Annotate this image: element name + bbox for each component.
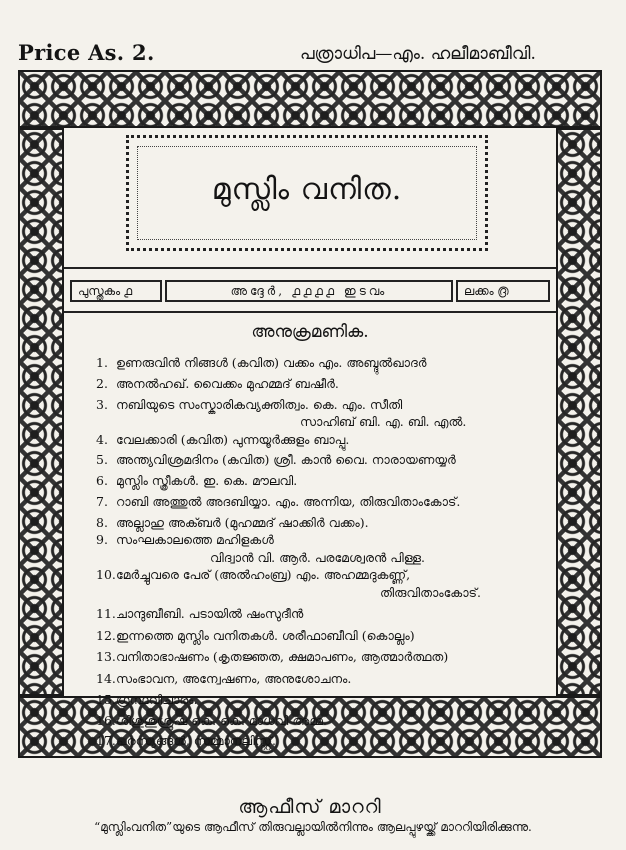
contents-item-number: 3. (96, 397, 108, 412)
issue-date: അദ്ദേർ, ൧൧൧൧ ഇടവം (165, 280, 453, 302)
contents-item-number: 8. (96, 515, 108, 530)
contents-item-number: 2. (96, 376, 108, 391)
contents-item-text: റാബി അത്തുൽ അദബിയ്യാ. എം. അന്നിയ, തിരുവിതാംകോട്. (116, 494, 461, 509)
contents-item-text: സംഭാവന, അന്വേഷണം, അനുശോചനം. (116, 671, 352, 686)
info-bar-rule-top (64, 267, 556, 269)
contents-item-number: 13. (96, 649, 116, 664)
contents-item (96, 649, 448, 665)
contents-item-continuation: തിരുവിതാംകോട്. (380, 585, 481, 600)
contents-item (96, 473, 297, 489)
issue-number: ലക്കം ൫ (456, 280, 550, 302)
price-label: Price As. 2. (18, 40, 155, 65)
contents-item-number: 12. (96, 628, 116, 643)
contents-item-text: ഉണരുവിൻ നിങ്ങൾ (കവിത) വക്കം എം. അബ്ദുൽഖാദർ (116, 355, 427, 370)
contents-item-number: 16. (96, 713, 116, 728)
office-moved-heading: ആഫീസ് മാററി (238, 796, 382, 818)
ornamental-border-left (18, 128, 64, 696)
contents-item (96, 567, 410, 583)
contents-item (96, 628, 415, 644)
contents-item-number: 14. (96, 671, 116, 686)
contents-item-text: മേർച്ചുവരെ പേര് (അൽഹംബ്ര) എം. അഹമ്മദുകണ്ണ്, (116, 567, 411, 582)
contents-item (96, 452, 456, 468)
ornamental-border-right (556, 128, 602, 696)
contents-item (96, 733, 276, 749)
contents-item-text: അന്ത്യവിശ്രമദിനം (കവിത) ശ്രീ. കാൻ വൈ. നാരായണയ്യർ (116, 452, 456, 467)
contents-item (96, 515, 369, 531)
contents-item (96, 376, 339, 392)
contents-item-text: നബിയുടെ സംസ്കാരികവ്യക്തിത്വം. കെ. എം. സീതി (116, 397, 403, 412)
contents-item-text: സംഘകാലത്തെ മഹിളകൾ (116, 532, 274, 547)
contents-item-number: 5. (96, 452, 108, 467)
contents-item (96, 692, 198, 708)
office-notice: “മുസ്ലിംവനിത”യുടെ ആഫീസ് തിരുവല്ലായിൽനിന്നും ആലപ്പുഴയ്ക്ക് മാററിയിരിക്കുന്നു. (94, 820, 532, 834)
contents-item-text: ചാന്ദുബീബി. പടായിൽ ഷംസുദീൻ (116, 606, 304, 621)
info-bar-rule-bottom (64, 311, 556, 313)
contents-item (96, 532, 274, 548)
contents-item-text: പരസ്യങ്ങൾ, സമ്മാനലിസ്റ്റ്. (116, 733, 276, 748)
ornamental-border-top (18, 70, 602, 128)
contents-item (96, 397, 402, 413)
contents-item (96, 671, 351, 687)
contents-item-number: 7. (96, 494, 108, 509)
contents-heading: അനുക്രമണിക. (251, 322, 369, 342)
volume-label: പുസ്തകം ൧ (70, 280, 162, 302)
contents-item-text: അനൽഹഖ്. വൈക്കം മുഹമ്മദ് ബഷീർ. (116, 376, 339, 391)
contents-item (96, 432, 349, 448)
contents-item-text: ഇന്നത്തെ മുസ്ലിം വനിതകൾ. ശരീഫാബീവി (കൊല്ലം) (116, 628, 415, 643)
contents-item-number: 6. (96, 473, 108, 488)
contents-item-number: 11. (96, 606, 116, 621)
contents-item-text: വനിതാഭാഷണം (കൃതജ്ഞത, ക്ഷമാപണം, ആത്മാർത്ഥത) (116, 649, 449, 664)
contents-item (96, 355, 426, 371)
contents-item-number: 4. (96, 432, 108, 447)
magazine-title: മുസ്ലിം വനിത. (211, 172, 403, 207)
contents-item-continuation: സാഹിബ് ബി. എ. ബി. എൽ. (300, 414, 467, 429)
contents-item-number: 9. (96, 532, 108, 547)
contents-item (96, 713, 327, 729)
contents-item (96, 494, 460, 510)
contents-item (96, 606, 303, 622)
contents-item-text: വേലക്കാരി (കവിത) പുന്നയൂർക്കുളം ബാപ്പു. (116, 432, 350, 447)
contents-item-continuation: വിദ്വാൻ വി. ആർ. പരമേശ്വരൻ പിള്ള. (210, 550, 425, 565)
contents-item-number: 17. (96, 733, 116, 748)
contents-item-text: ഗ്രന്ഥവിചാരം. (116, 692, 198, 707)
contents-item-number: 10. (96, 567, 116, 582)
contents-item-number: 1. (96, 355, 108, 370)
editor-line: പത്രാധിപ—എം. ഹലീമാബീവി. (300, 44, 536, 64)
contents-item-text: ശിശുശുശ്രൂഷ കെ. കെ. മാധവി അമ്മ. (116, 713, 327, 728)
contents-item-text: അല്ലാഹു അക്ബർ (മുഹമ്മദ് ഷാക്കിർ വക്കം). (116, 515, 369, 530)
contents-item-number: 15. (96, 692, 116, 707)
contents-item-text: മുസ്ലിം സ്ത്രീകൾ. ഇ. കെ. മൗലവി. (116, 473, 298, 488)
